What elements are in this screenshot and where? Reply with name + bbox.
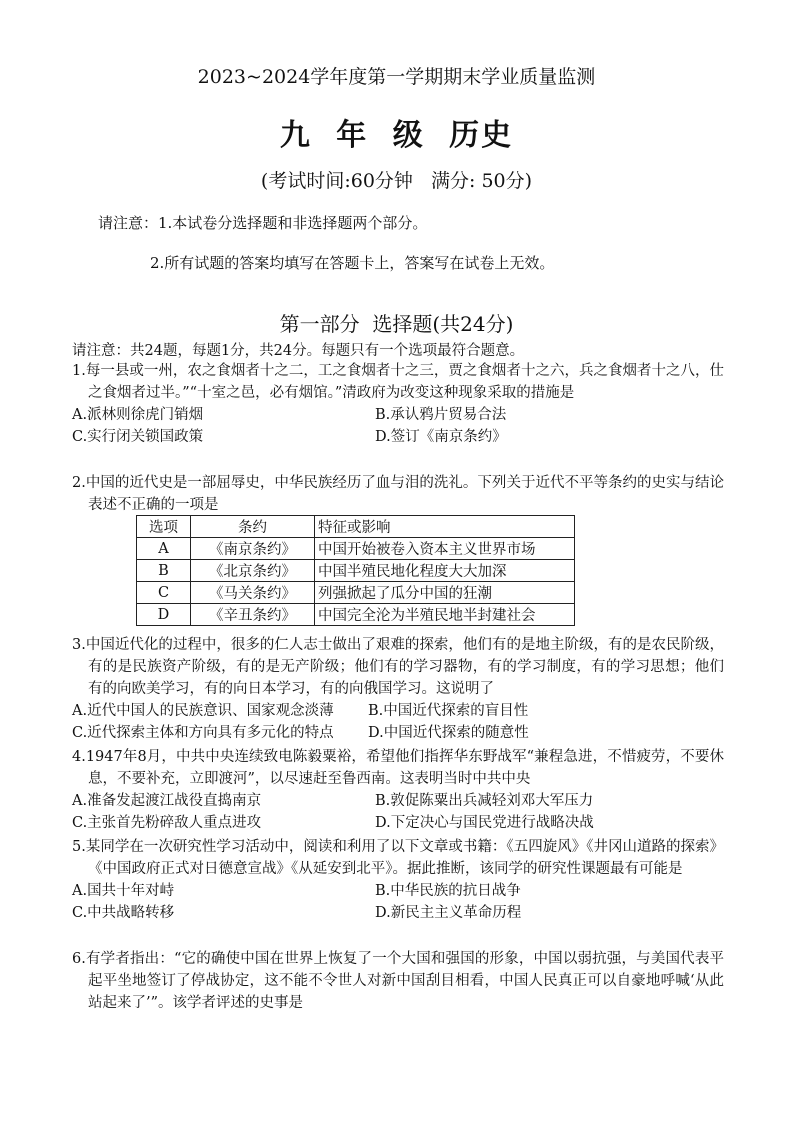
question-stem: 6.有学者指出：“它的确使中国在世界上恢复了一个大国和强国的形象，中国以弱抗强，与美国代表平起平坐地签订了停战协定，这不能不令世人对新中国刮目相看，中国人民真正可以自豪地呼喊‘从此站起来了’”。该学者评述的史事是 <box>72 951 724 1011</box>
question-3 <box>72 634 724 744</box>
option-a: A.近代中国人的民族意识、国家观念淡薄 <box>72 703 334 719</box>
table-cell: B <box>137 560 191 582</box>
table-header: 条约 <box>191 516 315 538</box>
option-b: B.中华民族的抗日战争 <box>375 883 521 899</box>
option-c: C.近代探索主体和方向具有多元化的特点 <box>72 725 334 741</box>
treaty-table <box>136 515 575 626</box>
table-header: 选项 <box>137 516 191 538</box>
question-stem: 4.1947年8月，中共中央连续致电陈毅粟裕，希望他们指挥华东野战军“兼程急进，不惜疲劳，不要休息，不要补充，立即渡河”，以尽速赶至鲁西南。这表明当时中共中央 <box>72 749 724 787</box>
table-cell: 中国半殖民地化程度大大加深 <box>315 560 575 582</box>
options-row <box>72 722 724 744</box>
section-instruction: 请注意：共24题，每题1分，共24分。每题只有一个选项最符合题意。 <box>72 343 525 359</box>
table-cell: A <box>137 538 191 560</box>
option-d: D.签订《南京条约》 <box>375 429 507 445</box>
question-1 <box>72 360 724 448</box>
question-stem: 1.每一县或一州，农之食烟者十之二，工之食烟者十之三，贾之食烟者十之六，兵之食烟者十之八，仕之食烟者过半。”“十室之邑，必有烟馆。”清政府为改变这种现象采取的措施是 <box>72 363 724 401</box>
notice-line-2: 2.所有试题的答案均填写在答题卡上，答案写在试卷上无效。 <box>150 254 555 272</box>
option-d: D.新民主主义革命历程 <box>375 905 522 921</box>
option-a: A.国共十年对峙 <box>72 883 175 899</box>
table-header: 特征或影响 <box>315 516 575 538</box>
table-cell: D <box>137 604 191 626</box>
table-row <box>137 538 575 560</box>
table-cell: 列强掀起了瓜分中国的狂潮 <box>315 582 575 604</box>
table-cell: 《马关条约》 <box>191 582 315 604</box>
table-header-row <box>137 516 575 538</box>
option-c: C.主张首先粉碎敌人重点进攻 <box>72 815 262 831</box>
subject-char-1: 九 <box>279 118 312 153</box>
option-d: D.中国近代探索的随意性 <box>368 725 529 741</box>
table-row <box>137 582 575 604</box>
subject-char-4: 历史 <box>449 118 514 153</box>
options-row <box>72 426 724 448</box>
subject-char-2: 年 <box>336 118 369 153</box>
table-cell: 中国完全沦为半殖民地半封建社会 <box>315 604 575 626</box>
question-stem: 2.中国的近代史是一部屈辱史，中华民族经历了血与泪的洗礼。下列关于近代不平等条约的史实与结论表述不正确的一项是 <box>72 475 724 513</box>
question-stem: 3.中国近代化的过程中，很多的仁人志士做出了艰难的探索，他们有的是地主阶级，有的是农民阶级，有的是民族资产阶级，有的是无产阶级；他们有的学习器物，有的学习制度，有的学习思想；他们有的向欧美学习，有的向日本学习，有的向俄国学习。这说明了 <box>72 637 724 697</box>
option-b: B.敦促陈粟出兵减轻刘邓大军压力 <box>375 793 594 809</box>
notice-line-1: 请注意：1.本试卷分选择题和非选择题两个部分。 <box>98 214 428 232</box>
option-b: B.承认鸦片贸易合法 <box>375 407 507 423</box>
exam-title: 2023~2024学年度第一学期期末学业质量监测 <box>197 66 596 88</box>
options-row <box>72 404 724 426</box>
question-6 <box>72 948 724 1014</box>
option-c: C.实行闭关锁国政策 <box>72 429 204 445</box>
subject-title <box>0 110 793 154</box>
question-2 <box>72 472 724 516</box>
subject-char-3: 级 <box>392 118 425 153</box>
question-4 <box>72 746 724 834</box>
options-row <box>72 880 724 902</box>
table-row <box>137 560 575 582</box>
option-b: B.中国近代探索的盲目性 <box>368 703 529 719</box>
options-row <box>72 700 724 722</box>
options-row <box>72 790 724 812</box>
table-cell: 中国开始被卷入资本主义世界市场 <box>315 538 575 560</box>
options-row <box>72 812 724 834</box>
options-row <box>72 902 724 924</box>
table-cell: 《南京条约》 <box>191 538 315 560</box>
table-cell: 《辛丑条约》 <box>191 604 315 626</box>
table-row <box>137 604 575 626</box>
exam-info: (考试时间:60分钟 满分: 50分) <box>260 170 533 192</box>
table-cell: C <box>137 582 191 604</box>
question-stem: 5.某同学在一次研究性学习活动中，阅读和利用了以下文章或书籍：《五四旋风》《井冈山道路的探索》《中国政府正式对日德意宣战》《从延安到北平》。据此推断，该同学的研究性课题最有可能是 <box>72 839 724 877</box>
table-cell: 《北京条约》 <box>191 560 315 582</box>
section-title: 第一部分 选择题(共24分) <box>279 312 514 336</box>
option-a: A.派林则徐虎门销烟 <box>72 407 204 423</box>
option-d: D.下定决心与国民党进行战略决战 <box>375 815 594 831</box>
option-c: C.中共战略转移 <box>72 905 175 921</box>
option-a: A.准备发起渡江战役直捣南京 <box>72 793 262 809</box>
question-5 <box>72 836 724 924</box>
